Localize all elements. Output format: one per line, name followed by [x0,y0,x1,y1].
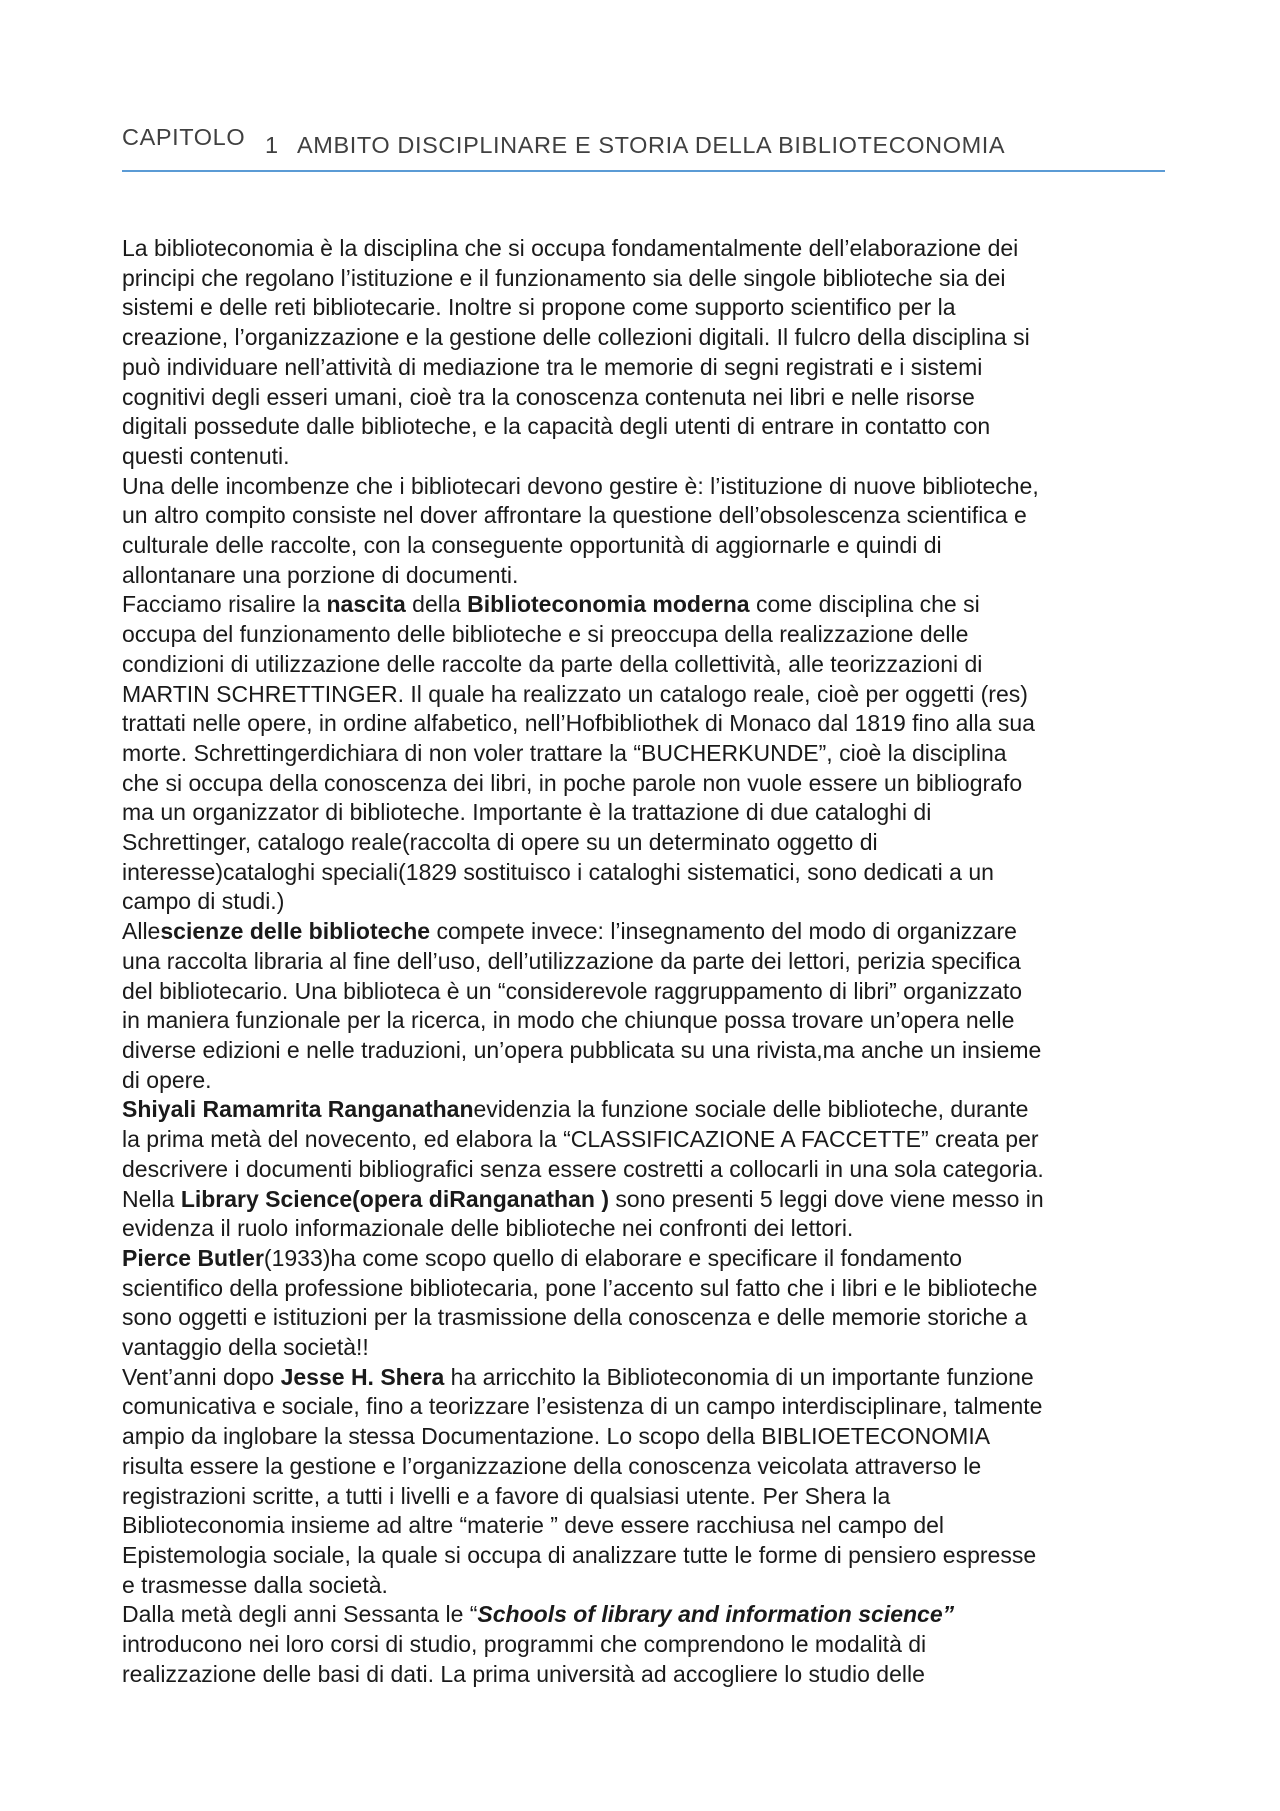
text-line: Schrettinger, catalogo reale(raccolta di opere su un determinato oggetto di [122,829,878,856]
text-line [122,590,1168,620]
paragraph-schrettinger [122,590,1168,917]
text-line: introducono nei loro corsi di studio, programmi che comprendono le modalità di [122,1631,927,1658]
paragraph-definition [122,234,1168,472]
text-run: evidenzia la funzione sociale delle biblioteche, durante [473,1096,1029,1123]
text-line: sono oggetti e istituzioni per la trasmissione della conoscenza e delle memorie storiche a [122,1304,1028,1331]
text-line: questi contenuti. [122,442,290,469]
bold-term: Library Science(opera diRanganathan ) [180,1185,609,1212]
text-line: risulta essere la gestione e l’organizzazione della conoscenza veicolata attraverso le [122,1452,982,1479]
text-run: Dalla metà degli anni Sessanta le “ [122,1601,478,1628]
text-line: una raccolta libraria al fine dell’uso, dell’utilizzazione da parte dei lettori, perizia specifica [122,947,1021,974]
text-line: MARTIN SCHRETTINGER. Il quale ha realizzato un catalogo reale, cioè per oggetti (res) [122,680,1028,707]
chapter-header [122,120,1165,172]
paragraph-shera [122,1363,1168,1601]
bold-term: Biblioteconomia moderna [467,591,750,618]
bold-term: scienze delle biblioteche [160,918,431,945]
text-line: comunicativa e sociale, fino a teorizzare l’esistenza di un campo interdisciplinare, talmente [122,1393,1043,1420]
text-line [122,1185,1168,1215]
text-line: in maniera funzionale per la ricerca, in modo che chiunque possa trovare un’opera nelle [122,1007,1015,1034]
text-line: ampio da inglobare la stessa Documentazione. Lo scopo della BIBLIOETECONOMIA [122,1423,991,1450]
paragraph-duties [122,472,1168,591]
text-line: occupa del funzionamento delle biblioteche e si preoccupa della realizzazione delle [122,621,969,648]
text-line: scientifico della professione bibliotecaria, pone l’accento sul fatto che i libri e le biblioteche [122,1274,1038,1301]
paragraph-library-science [122,917,1168,1095]
text-run: come disciplina che si [749,591,980,618]
text-run: della [405,591,468,618]
text-line: registrazioni scritte, a tutti i livelli e a favore di qualsiasi utente. Per Shera la [122,1482,891,1509]
text-line: che si occupa della conoscenza dei libri, in poche parole non vuole essere un bibliografo [122,769,1023,796]
bold-term: Shiyali Ramamrita Ranganathan [122,1096,474,1123]
text-line: principi che regolano l’istituzione e il funzionamento sia delle singole biblioteche sia dei [122,264,1006,291]
text-line: evidenza il ruolo informazionale delle biblioteche nei confronti dei lettori. [122,1215,854,1242]
bold-term: Jesse H. Shera [280,1363,445,1390]
text-line: ma un organizzator di biblioteche. Importante è la trattazione di due cataloghi di [122,799,932,826]
text-line: un altro compito consiste nel dover affrontare la questione dell’obsolescenza scientifica e [122,502,1027,529]
text-line: di opere. [122,1066,212,1093]
paragraph-butler [122,1244,1168,1363]
text-line: realizzazione delle basi di dati. La prima università ad accogliere lo studio delle [122,1660,925,1687]
text-line: descrivere i documenti bibliografici senza essere costretti a collocarli in una sola categoria. [122,1155,1044,1182]
text-run: compete invece: l’insegnamento del modo di organizzare [430,918,1017,945]
text-line: può individuare nell’attività di mediazione tra le memorie di segni registrati e i sistemi [122,353,983,380]
text-line: culturale delle raccolte, con la conseguente opportunità di aggiornarle e quindi di [122,532,942,559]
text-line: cognitivi degli esseri umani, cioè tra la conoscenza contenuta nei libri e nelle risorse [122,383,975,410]
bold-italic-term: Schools of library and information science” [477,1601,955,1628]
text-line: creazione, l’organizzazione e la gestione delle collezioni digitali. Il fulcro della disciplina si [122,324,1030,351]
text-line: interesse)cataloghi speciali(1829 sostituisco i cataloghi sistematici, sono dedicati a un [122,858,994,885]
chapter-label: CAPITOLO [122,124,246,150]
text-run: Vent’anni dopo [122,1363,281,1390]
text-run: sono presenti 5 leggi dove viene messo in [608,1185,1044,1212]
paragraph-ranganathan [122,1095,1168,1244]
text-line: allontanare una porzione di documenti. [122,561,519,588]
body-text [122,234,1168,1689]
bold-term: Pierce Butler [122,1244,264,1271]
text-line: morte. Schrettingerdichiara di non voler trattare la “BUCHERKUNDE”, cioè la disciplina [122,739,1007,766]
text-line: campo di studi.) [122,888,285,915]
text-run: ha arricchito la Biblioteconomia di un importante funzione [444,1363,1034,1390]
text-line: vantaggio della società!! [122,1334,369,1361]
text-line: diverse edizioni e nelle traduzioni, un’opera pubblicata su una rivista,ma anche un insieme [122,1036,1042,1063]
text-line [122,917,1168,947]
text-run: Alle [122,918,161,945]
chapter-title: AMBITO DISCIPLINARE E STORIA DELLA BIBLIOTECONOMIA [297,132,1006,158]
text-line: La biblioteconomia è la disciplina che si occupa fondamentalmente dell’elaborazione dei [122,235,1019,261]
text-line [122,1244,1168,1274]
text-line: Epistemologia sociale, la quale si occupa di analizzare tutte le forme di pensiero espresse [122,1541,1037,1568]
text-line: trattati nelle opere, in ordine alfabetico, nell’Hofbibliothek di Monaco dal 1819 fino alla sua [122,710,1035,737]
bold-term: nascita [326,591,406,618]
text-line: e trasmesse dalla società. [122,1571,388,1598]
text-line: Una delle incombenze che i bibliotecari devono gestire è: l’istituzione di nuove biblioteche, [122,472,1039,499]
text-line: del bibliotecario. Una biblioteca è un “considerevole raggruppamento di libri” organizzato [122,977,1023,1004]
text-line: la prima metà del novecento, ed elabora la “CLASSIFICAZIONE A FACCETTE” creata per [122,1126,1039,1153]
text-line: condizioni di utilizzazione delle raccolte da parte della collettività, alle teorizzazioni di [122,650,983,677]
text-line [122,1363,1168,1393]
text-line [122,1600,1168,1630]
chapter-number: 1 [265,132,279,158]
text-line: Biblioteconomia insieme ad altre “materie ” deve essere racchiusa nel campo del [122,1512,945,1539]
text-run: Nella [122,1185,181,1212]
text-line: digitali possedute dalle biblioteche, e la capacità degli utenti di entrare in contatto con [122,413,991,440]
text-run: (1933)ha come scopo quello di elaborare e specificare il fondamento [263,1244,962,1271]
text-line [122,1095,1168,1125]
text-run: Facciamo risalire la [122,591,327,618]
paragraph-schools [122,1600,1168,1689]
text-line: sistemi e delle reti bibliotecarie. Inoltre si propone come supporto scientifico per la [122,294,956,321]
